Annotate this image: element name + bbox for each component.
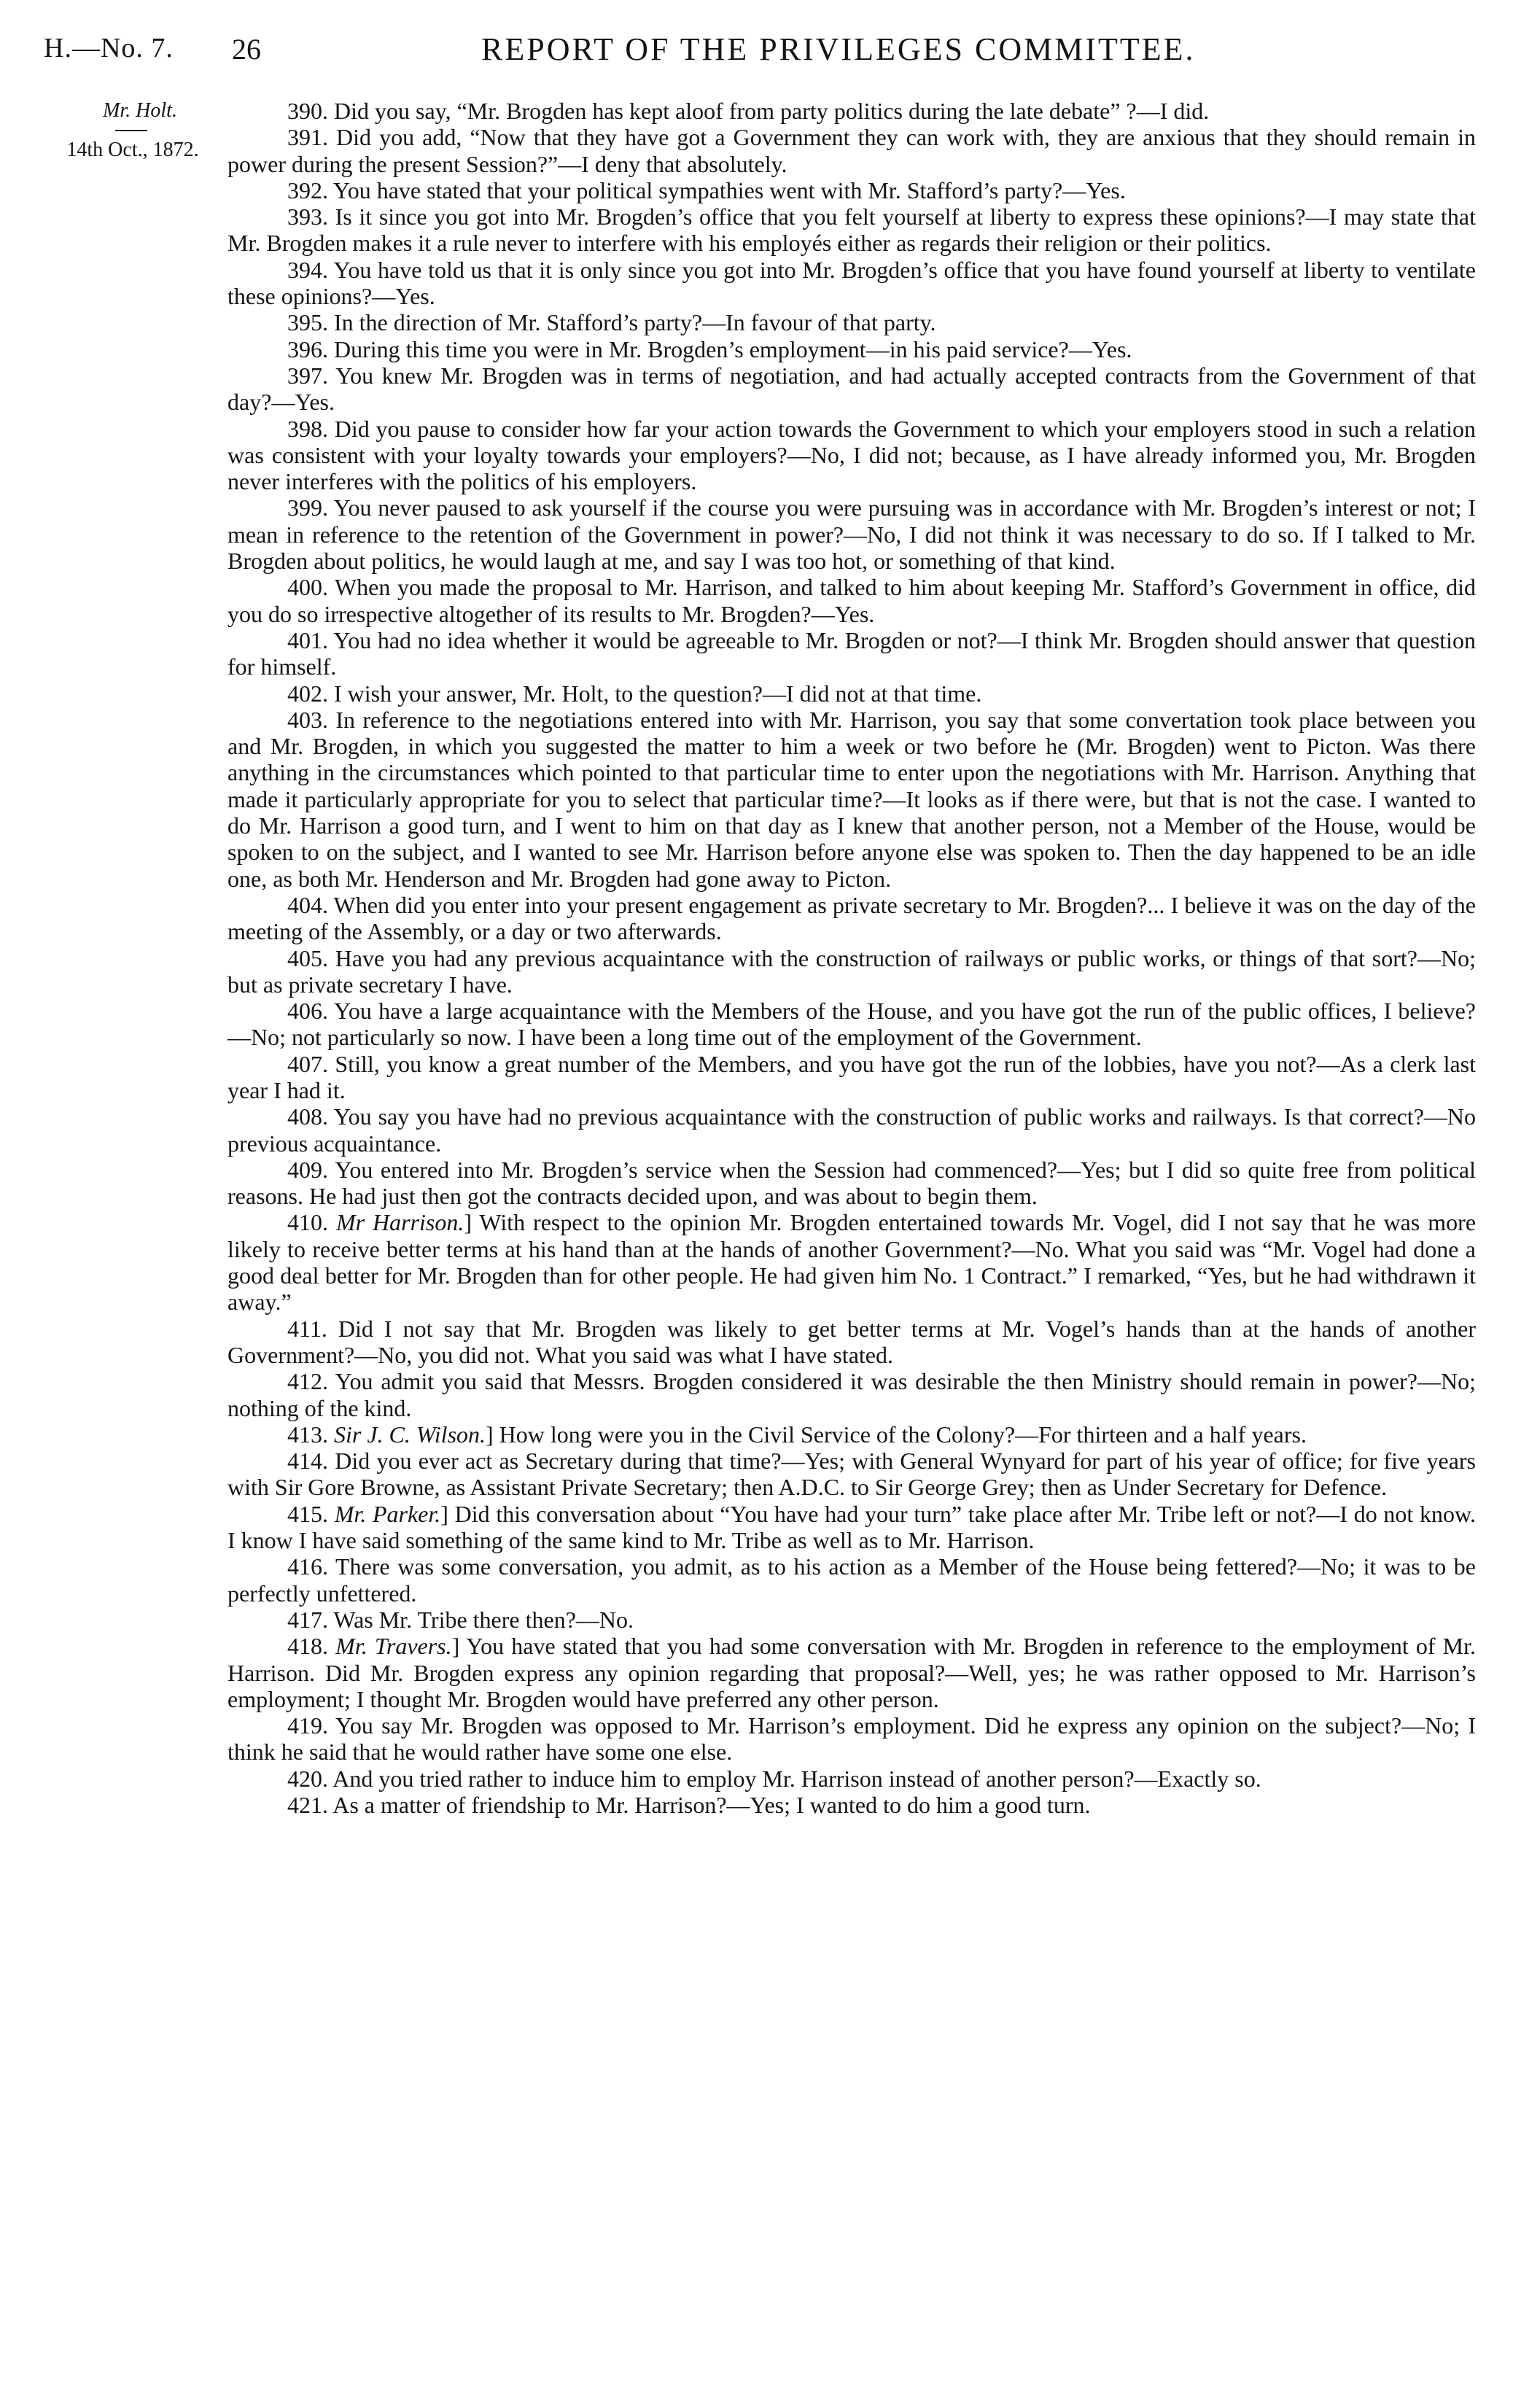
evidence-paragraph: 396. During this time you were in Mr. Brogden’s employment—in his paid service?—Yes. — [287, 335, 1132, 362]
evidence-paragraph: 393. Is it since you got into Mr. Brogden’s office that you felt yourself at liberty to express these opinions?—I may state that Mr. Brogden makes it a rule never to interfere with his employés either as regards their religion or their politics. — [227, 203, 1476, 257]
evidence-paragraph: 406. You have a large acquaintance with the Members of the House, and you have got the run of the public offices, I believe?—No; not particularly so now. I have been a long time out of the employment of the Government. — [227, 998, 1476, 1051]
question-answer-text: ] With respect to the opinion Mr. Brogden entertained towards Mr. Vogel, did I not say that he was more likely to receive better terms at his hand than at the hands of another Government?—No. What you said was “Mr. Vogel had done a good deal better for Mr. Brogden than for other people. He had given him No. 1 Contract.” I remarked, “Yes, but he had withdrawn it away.” — [227, 1209, 1477, 1316]
evidence-paragraph: 401. You had no idea whether it would be agreeable to Mr. Brogden or not?—I think Mr. Brogden should answer that question for himself. — [227, 626, 1476, 680]
examiner-name: Mr. Travers. — [335, 1633, 452, 1660]
evidence-paragraph — [227, 1633, 1476, 1712]
evidence-paragraph: 390. Did you say, “Mr. Brogden has kept aloof from party politics during the late debate” ?—I did. — [287, 98, 1210, 124]
examiner-name: Mr. Parker. — [334, 1500, 441, 1527]
question-number: 418. — [287, 1633, 336, 1660]
evidence-paragraph: 408. You say you have had no previous acquaintance with the construction of public works and railways. Is that correct?—No previous acquaintance. — [227, 1103, 1476, 1157]
evidence-body — [227, 98, 1476, 1818]
witness-name: Mr. Holt. — [103, 99, 177, 122]
evidence-paragraph: 398. Did you pause to consider how far your action towards the Government to which your employers stood in such a relation was consistent with your loyalty towards your employers?—No, I did not; because, as I have already informed you, Mr. Brogden never interferes with the politics of his employers. — [227, 415, 1476, 495]
evidence-paragraph: 416. There was some conversation, you admit, as to his action as a Member of the House being fettered?—No; it was to be perfectly unfettered. — [227, 1553, 1476, 1607]
evidence-paragraph: 394. You have told us that it is only since you got into Mr. Brogden’s office that you have found yourself at liberty to ventilate these opinions?—Yes. — [227, 256, 1476, 310]
evidence-paragraph: 404. When did you enter into your present engagement as private secretary to Mr. Brogden?... I believe it was on the day of the meeting of the Assembly, or a day or two afterwards. — [227, 891, 1476, 945]
evidence-paragraph: 402. I wish your answer, Mr. Holt, to the question?—I did not at that time. — [287, 680, 982, 707]
question-answer-text: ] Did this conversation about “You have had your turn” take place after Mr. Tribe left or not?—I do not know. I know I have said something of the same kind to Mr. Tribe as well as to Mr. Harrison. — [227, 1500, 1477, 1554]
document-reference: H.—No. 7. — [44, 33, 174, 63]
hearing-date: 14th Oct., 1872. — [66, 139, 199, 161]
question-number: 410. — [287, 1209, 336, 1236]
evidence-paragraph: 420. And you tried rather to induce him to employ Mr. Harrison instead of another person?—Exactly so. — [287, 1765, 1261, 1792]
question-answer-text: ] You have stated that you had some conversation with Mr. Brogden in reference to the employment of Mr. Harrison. Did Mr. Brogden express any opinion regarding that proposal?—Well, yes; he was rather opposed to Mr. Harrison’s employment; I thought Mr. Brogden would have preferred any other person. — [227, 1633, 1477, 1712]
evidence-paragraph: 414. Did you ever act as Secretary during that time?—Yes; with General Wynyard for part of his year of office; for five years with Sir Gore Browne, as Assistant Private Secretary; then A.D.C. to Sir George Grey; then as Under Secretary for Defence. — [227, 1448, 1476, 1501]
evidence-paragraph: 392. You have stated that your political sympathies went with Mr. Stafford’s party?—Yes. — [287, 176, 1126, 203]
evidence-paragraph: 403. In reference to the negotiations entered into with Mr. Harrison, you say that some convertation took place between you and Mr. Brogden, in which you suggested the matter to him a week or two before he (Mr. Brogden) went to Picton. Was there anything in the circumstances which pointed to that particular time to enter upon the negotiations with Mr. Harrison. Anything that made it particularly appropriate for you to select that particular time?—It looks as if there were, but that is not the case. I wanted to do Mr. Harrison a good turn, and I went to him on that day as I knew that another person, not a Member of the House, would be spoken to on the subject, and I wanted to see Mr. Harrison before anyone else was spoken to. Then the day happened to be an idle one, as both Mr. Henderson and Mr. Brogden had gone away to Picton. — [227, 706, 1476, 892]
margin-note — [45, 99, 220, 162]
question-number: 415. — [287, 1500, 335, 1527]
question-number: 413. — [287, 1421, 334, 1448]
page-header — [44, 32, 1495, 76]
evidence-paragraph — [227, 1209, 1476, 1315]
evidence-paragraph: 417. Was Mr. Tribe there then?—No. — [287, 1606, 634, 1633]
evidence-paragraph: 411. Did I not say that Mr. Brogden was likely to get better terms at Mr. Vogel’s hands than at the hands of another Government?—No, you did not. What you said was what I have stated. — [227, 1315, 1476, 1368]
evidence-paragraph: 407. Still, you know a great number of the Members, and you have got the run of the lobbies, have you not?—As a clerk last year I had it. — [227, 1050, 1476, 1103]
examiner-name: Mr Harrison. — [335, 1209, 464, 1236]
evidence-paragraph: 397. You knew Mr. Brogden was in terms of negotiation, and had actually accepted contracts from the Government of that day?—Yes. — [227, 362, 1476, 416]
evidence-paragraph: 395. In the direction of Mr. Stafford’s party?—In favour of that party. — [287, 309, 936, 336]
evidence-paragraph: 409. You entered into Mr. Brogden’s service when the Session had commenced?—Yes; but I did so quite free from political reasons. He had just then got the contracts decided upon, and was about to begin them. — [227, 1156, 1476, 1210]
evidence-paragraph: 405. Have you had any previous acquaintance with the construction of railways or public works, or things of that sort?—No; but as private secretary I have. — [227, 944, 1476, 998]
evidence-paragraph: 400. When you made the proposal to Mr. Harrison, and talked to him about keeping Mr. Stafford’s Government in office, did you do so irrespective altogether of its results to Mr. Brogden?—Yes. — [227, 574, 1476, 627]
evidence-paragraph: 419. You say Mr. Brogden was opposed to Mr. Harrison’s employment. Did he express any opinion on the subject?—No; I think he said that he would rather have some one else. — [227, 1712, 1476, 1766]
question-answer-text: ] How long were you in the Civil Service of the Colony?—For thirteen and a half years. — [486, 1421, 1307, 1448]
evidence-paragraph: 421. As a matter of friendship to Mr. Harrison?—Yes; I wanted to do him a good turn. — [287, 1792, 1091, 1818]
evidence-paragraph: 412. You admit you said that Messrs. Brogden considered it was desirable the then Ministry should remain in power?—No; nothing of the kind. — [227, 1368, 1476, 1421]
running-title: REPORT OF THE PRIVILEGES COMMITTEE. — [481, 31, 1196, 67]
evidence-paragraph — [227, 1501, 1476, 1554]
margin-rule — [115, 130, 147, 131]
examiner-name: Sir J. C. Wilson. — [334, 1421, 486, 1448]
evidence-paragraph — [227, 1421, 1476, 1448]
evidence-paragraph: 391. Did you add, “Now that they have got a Government they can work with, they are anxious that they should remain in power during the present Session?”—I deny that absolutely. — [227, 124, 1476, 177]
page-number: 26 — [232, 33, 261, 66]
evidence-paragraph: 399. You never paused to ask yourself if the course you were pursuing was in accordance with Mr. Brogden’s interest or not; I mean in reference to the retention of the Government in power?—No, I did not think it was necessary to do so. If I talked to Mr. Brogden about politics, he would laugh at me, and say I was too hot, or something of that kind. — [227, 494, 1476, 575]
